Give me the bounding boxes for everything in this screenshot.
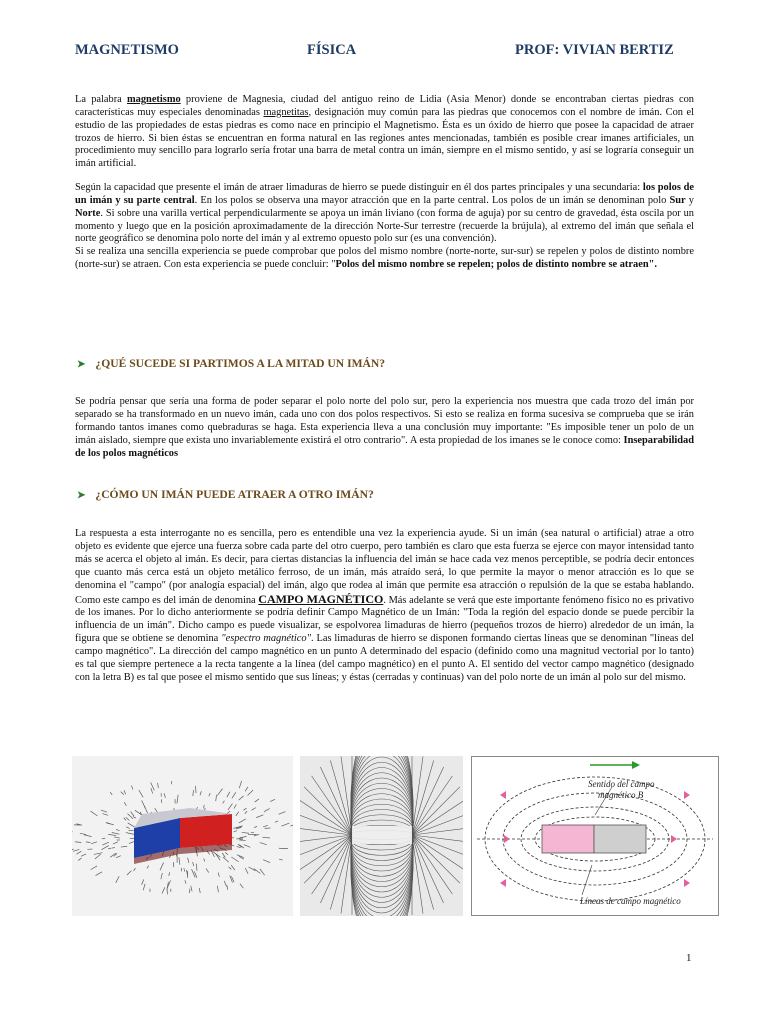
intro-paragraph-3: Si se realiza una sencilla experiencia se puede comprobar que polos del mismo nombre (norte-norte, sur-sur) se repelen y polos de distinto nombre (norte-sur) se atraen. Con esta experiencia se puede concluir: "Polos del mismo nombre se repelen; polos de distinto nombre se atraen". (75, 246, 694, 271)
label-field-direction: Sentido del campo (588, 779, 655, 789)
term-campo-magnetico: CAMPO MAGNÉTICO (258, 591, 384, 606)
section-1-text: Se podría pensar que sería una forma de poder separar el polo norte del polo sur, pero la experiencia nos muestra que cada trozo del imán por separado se ha transformado en un nuevo imán, cada uno con dos polos respectivos. Si esto se realiza en forma sucesiva se comprueba que se irán formando tantos imanes como quebraduras se haga. Esta experiencia lleva a una conclusión muy importante: "Es imposible tener un polo de un imán aislado, siempre que exista uno invariablemente existirá el otro contrario". A esta propiedad de los imanes se le conoce como: Inseparabilidad de los polos magnéticos (75, 396, 694, 459)
header-topic: MAGNETISMO (75, 42, 179, 58)
image-magnetic-spectrum (300, 756, 463, 916)
diagram-field-lines (471, 756, 719, 916)
photo-magnet-filings (72, 756, 293, 916)
arrow-bullet-icon: ➤ (77, 490, 86, 501)
header-subject: FÍSICA (307, 42, 357, 58)
section-heading-1: ➤ ¿QUÉ SUCEDE SI PARTIMOS A LA MITAD UN IMÁN? (77, 357, 386, 370)
page-number: 1 (686, 952, 692, 964)
intro-text (75, 94, 694, 272)
term-magnetitas: magnetitas (263, 106, 309, 118)
arrow-bullet-icon: ➤ (77, 359, 86, 370)
term-magnetismo: magnetismo (127, 94, 181, 105)
intro-paragraph-1: La palabra magnetismo proviene de Magnesia, ciudad del antiguo reino de Lidia (Asia Menor) donde se encontraban ciertas piedras con características muy especiales denominadas magnetitas, designación muy común para las piedras que conocemos con el nombre de imán. Con el estudio de las propiedades de estas piedras es como nace en principio el Magnetismo. Ésta es un óxido de hierro que posee la capacidad de atraer trozos de hierro. Si bien éstas se encuentran en forma natural en las regiones antes mencionadas, también es posible crear imanes artificiales, un procedimiento muy sencillo para lograrlo sería frotar una barra de metal contra un imán, siempre en el mismo sentido, y así se lograría conseguir un imán artificial. (75, 94, 694, 170)
section-heading-2: ➤ ¿CÓMO UN IMÁN PUEDE ATRAER A OTRO IMÁN? (77, 488, 374, 501)
header-teacher: PROF: VIVIAN BERTIZ (515, 42, 674, 58)
intro-paragraph-2: Según la capacidad que presente el imán de atraer limaduras de hierro se puede distinguir en él dos partes principales y una secundaria: los polos de un imán y su parte central. En los polos se observa una mayor atracción que en la parte central. Los polos de un imán se denominan polo Sur y Norte. Si sobre una varilla vertical perpendicularmente se apoya un imán liviano (con forma de aguja) por su centro de gravedad, ésta oscila por un momento y luego que en la posición aproximadamente de la dirección Norte-Sur terrestre (recuerde la brújula), al extremo del imán que señala el norte geográfico se denomina polo norte del imán y al extremo opuesto polo sur (es una convención). (75, 182, 695, 245)
page-header (75, 42, 695, 62)
label-field-direction-2: magnético B (598, 790, 644, 800)
figures-row (72, 756, 722, 916)
label-field-lines: Líneas de campo magnético (580, 896, 681, 906)
section-2-text: La respuesta a esta interrogante no es sencilla, pero es entendible una vez la experiencia ayude. Si un imán (sea natural o artificial) atrae a otro objeto es evidente que ejerce una fuerza sobre cada parte del otro cuerpo, pero también es claro que esta fuerza se ejerce con mayor intensidad tanto más se acerca el objeto al imán. Es decir, para ciertas distancias la influencia del imán se hace cada vez menos perceptible, se podría decir entonces que cuanto más cerca está un objeto metálico ferroso, de un imán, más atraído será, lo que permite la mayor o menor atracción es lo que se denomina el "campo" (por analogía espacial) del imán, algo que rodea al imán que permite esa atracción o repulsión de la que se estaba hablando. Como este campo es del imán de denomina CAMPO MAGNÉTICO. Más adelante se verá que este importante fenómeno físico no es privativo de los imanes. Por lo dicho anteriormente se podría definir Campo Magnético de un Imán: "Toda la región del espacio donde se puede percibir la influencia de un imán". Dicho campo es puede visualizar, se espolvorea limaduras de hierro (pequeños trozos de hierro) alrededor de un imán, la figura que se obtiene se denomina "espectro magnético". Las limaduras de hierro se disponen formando ciertas líneas que se denominan "líneas del campo magnético". La dirección del campo magnético en un punto A determinado del espacio (definido como una magnitud vectorial por lo tanto) es tal que siempre pertenece a la recta tangente a la línea (del campo magnético) en el punto A. El sentido del vector campo magnético (designado con la letra B) es tal que posee el mismo sentido que sus líneas; y éstas (cerradas y continuas) van del polo norte de un imán al polo sur del mismo. (75, 528, 694, 683)
